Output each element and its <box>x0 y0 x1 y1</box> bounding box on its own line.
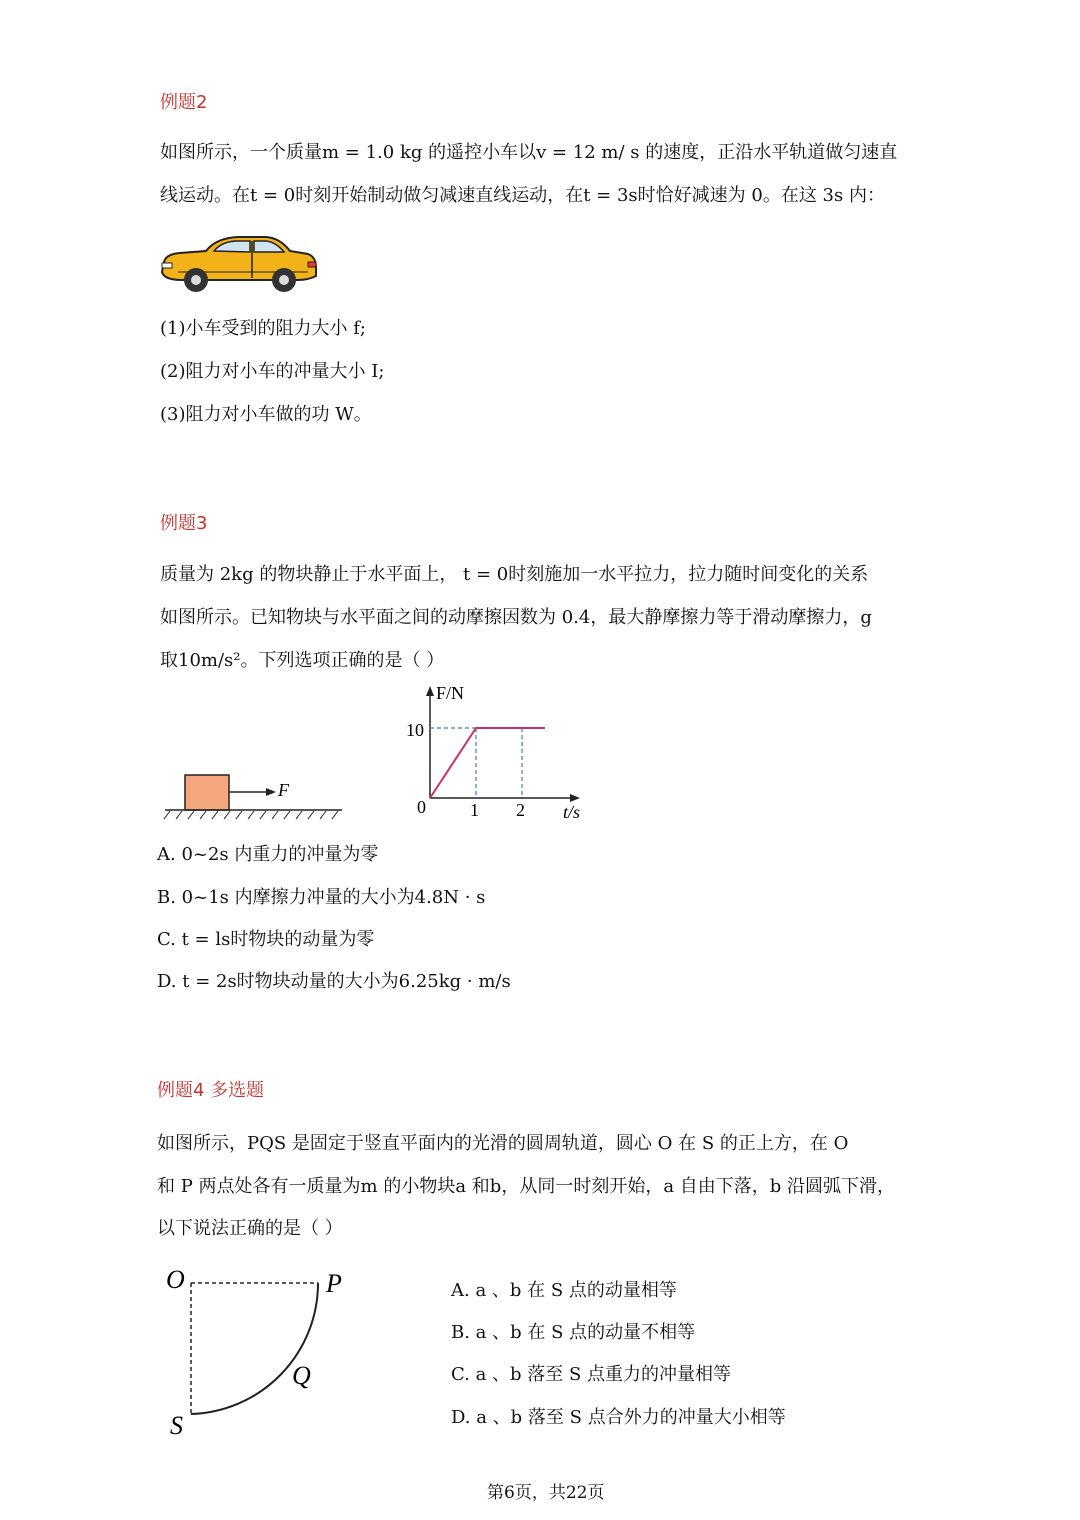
y-tick-label-10: 10 <box>406 720 424 740</box>
example-2-stem-line-2: 线运动。在t = 0时刻开始制动做匀减速直线运动，在t = 3s时恰好减速为 0。在这 3s 内： <box>160 185 885 206</box>
example-2-stem-line-1: 如图所示，一个质量m = 1.0 kg 的遥控小车以v = 12 m/ s 的速度，正沿水平轨道做匀速直 <box>160 142 898 163</box>
label-p: P <box>326 1269 342 1298</box>
example-4-title: 例题4 多选题 <box>157 1080 265 1101</box>
example-2-question-1: (1)小车受到的阻力大小 f; <box>160 318 366 339</box>
block <box>185 775 229 810</box>
force-time-chart <box>400 680 600 830</box>
example-4-option-d: D. a 、b 落至 S 点合外力的冲量大小相等 <box>451 1407 786 1428</box>
label-q: Q <box>292 1361 311 1390</box>
x-tick-label-1: 1 <box>470 800 479 820</box>
arc-track-pqs <box>191 1283 318 1414</box>
example-2-question-2: (2)阻力对小车的冲量大小 I; <box>160 361 385 382</box>
x-axis-arrowhead <box>570 794 580 802</box>
force-arrowhead <box>266 788 276 796</box>
circular-track-diagram <box>160 1262 360 1442</box>
example-3-stem-line-2: 如图所示。已知物块与水平面之间的动摩擦因数为 0.4，最大静摩擦力等于滑动摩擦力，g <box>160 607 872 628</box>
example-4-option-a: A. a 、b 在 S 点的动量相等 <box>451 1280 677 1301</box>
ground-hatch <box>164 811 338 819</box>
example-4-option-b: B. a 、b 在 S 点的动量不相等 <box>451 1322 696 1343</box>
example-2-title: 例题2 <box>160 92 208 113</box>
force-label: F <box>278 780 289 800</box>
example-3-stem-line-3: 取10m/s²。下列选项正确的是（ ） <box>160 650 445 671</box>
example-4-stem-line-3: 以下说法正确的是（ ） <box>157 1218 343 1239</box>
example-3-option-c: C. t = ls时物块的动量为零 <box>157 929 375 950</box>
y-axis-arrowhead <box>426 686 434 696</box>
x-axis-label: t/s <box>563 802 581 822</box>
example-4-stem-line-1: 如图所示，PQS 是固定于竖直平面内的光滑的圆周轨道，圆心 O 在 S 的正上方，在 O <box>157 1133 849 1154</box>
example-3-option-a: A. 0~2s 内重力的冲量为零 <box>157 844 379 865</box>
force-series-line <box>430 728 545 798</box>
example-4-stem-line-2: 和 P 两点处各有一质量为m 的小物块a 和b，从同一时刻开始，a 自由下落，b 沿圆弧下滑， <box>157 1176 896 1197</box>
car-illustration <box>158 232 320 296</box>
origin-label: 0 <box>417 797 426 817</box>
example-4-option-c: C. a 、b 落至 S 点重力的冲量相等 <box>451 1364 732 1385</box>
x-tick-label-2: 2 <box>516 800 525 820</box>
block-diagram <box>160 770 350 826</box>
example-2-question-3: (3)阻力对小车做的功 W。 <box>160 404 372 425</box>
example-3-stem-line-1: 质量为 2kg 的物块静止于水平面上， t = 0时刻施加一水平拉力，拉力随时间变化的关系 <box>160 564 869 585</box>
label-o: O <box>166 1265 185 1294</box>
page-footer: 第6页，共22页 <box>487 1483 605 1503</box>
example-3-title: 例题3 <box>160 513 208 534</box>
example-3-option-d: D. t = 2s时物块动量的大小为6.25kg · m/s <box>157 971 511 992</box>
label-s: S <box>170 1411 183 1440</box>
y-axis-label: F/N <box>436 683 465 703</box>
example-3-option-b: B. 0~1s 内摩擦力冲量的大小为4.8N · s <box>157 887 486 908</box>
